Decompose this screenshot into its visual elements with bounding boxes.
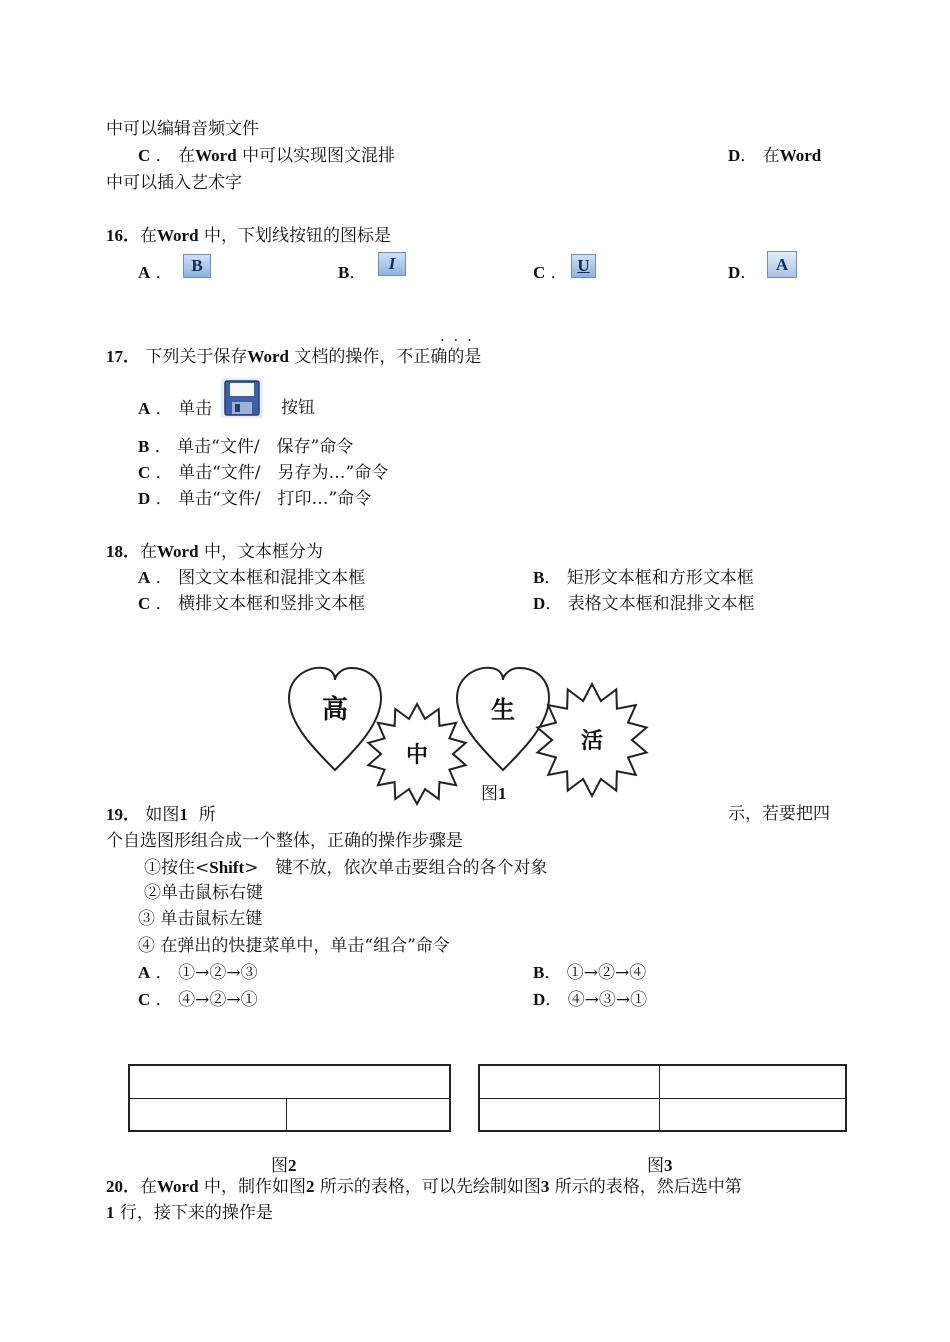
floppy-disk-save-icon xyxy=(221,378,263,418)
bold-icon: B xyxy=(183,254,211,278)
font-color-icon: A xyxy=(767,251,797,278)
q19-stem-line2: 个自选图形组合成一个整体，正确的操作步骤是 xyxy=(106,831,463,851)
table-row-divider xyxy=(480,1098,845,1099)
figure-2-table xyxy=(128,1064,451,1132)
table-col-divider xyxy=(659,1066,660,1130)
figure-3-table xyxy=(478,1064,847,1132)
italic-icon: I xyxy=(378,252,406,276)
q16-stem: 16．在Word 中，下划线按钮的图标是 xyxy=(106,226,391,246)
q19-stem: 19． 如图1 所 xyxy=(106,805,216,825)
q16-option-b-label: B． xyxy=(338,263,367,283)
q17-option-a: A ． 单击 xyxy=(138,399,213,419)
q15-option-d: D． 在Word xyxy=(728,146,822,166)
figure-3-caption: 图3 xyxy=(647,1156,673,1176)
q15-carry-line: 中可以编辑音频文件 xyxy=(106,119,259,139)
shape-char-2: 中 xyxy=(405,743,429,768)
q19-step-1: ①按住<Shift> 键不放，依次单击要组合的各个对象 xyxy=(144,858,548,878)
q18-option-a: A ． 图文文本框和混排文本框 xyxy=(138,568,366,588)
q17-stem: 17． 下列关于保存Word 文档的操作，不正确的是 xyxy=(106,347,482,367)
underline-icon: U xyxy=(571,254,596,278)
q16-option-a-label: A ． xyxy=(138,263,173,283)
q16-option-c-label: C ． xyxy=(533,263,568,283)
q19-option-b: B． ①→②→④ xyxy=(533,963,647,983)
shape-char-1: 高 xyxy=(321,695,349,725)
q18-option-b: B． 矩形文本框和方形文本框 xyxy=(533,568,754,588)
q17-option-d: D ． 单击“文件/ 打印…”命令 xyxy=(138,489,372,509)
q19-stem-c: 示，若要把四 xyxy=(728,804,830,824)
shape-char-4: 活 xyxy=(580,729,604,754)
q19-step-4: ④ 在弹出的快捷菜单中，单击“组合”命令 xyxy=(138,936,450,956)
emphasis-dots: · · · xyxy=(440,331,474,349)
q17-option-c: C ． 单击“文件/ 另存为…”命令 xyxy=(138,463,389,483)
q15-option-d-cont: 中可以插入艺术字 xyxy=(106,173,242,193)
q19-step-3: ③ 单击鼠标左键 xyxy=(138,909,263,929)
q19-option-c: C ． ④→②→① xyxy=(138,990,258,1010)
q17-option-b: B ． 单击“文件/ 保存”命令 xyxy=(138,437,354,457)
q16-option-d-label: D． xyxy=(728,263,758,283)
q15-option-c: C ． 在Word 中可以实现图文混排 xyxy=(138,146,396,166)
table-row-divider xyxy=(130,1098,449,1099)
q19-option-d: D． ④→③→① xyxy=(533,990,648,1010)
figure-2-caption: 图2 xyxy=(271,1156,297,1176)
q20-stem: 20．在Word 中，制作如图2 所示的表格，可以先绘制如图3 所示的表格，然后选中第 xyxy=(106,1177,742,1197)
figure-1-autoshapes xyxy=(285,662,657,807)
table-col-divider xyxy=(286,1099,287,1130)
q20-stem-line2: 1 行，接下来的操作是 xyxy=(106,1203,273,1223)
q19-option-a: A ． ①→②→③ xyxy=(138,963,258,983)
q18-stem: 18．在Word 中，文本框分为 xyxy=(106,542,323,562)
shape-char-3: 生 xyxy=(491,696,515,724)
q18-option-c: C ． 横排文本框和竖排文本框 xyxy=(138,594,366,614)
figure-1-caption: 图1 xyxy=(481,784,507,804)
q17-option-a-post: 按钮 xyxy=(281,398,315,418)
q18-option-d: D． 表格文本框和混排文本框 xyxy=(533,594,755,614)
q19-step-2: ②单击鼠标右键 xyxy=(144,883,263,903)
